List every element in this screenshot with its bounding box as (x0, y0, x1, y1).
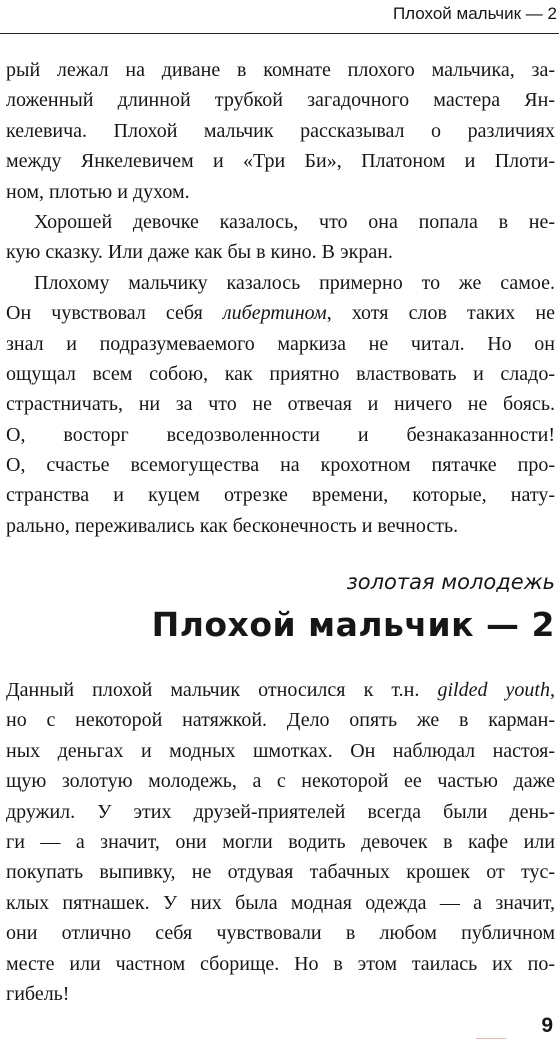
text-line: ложенный длинной трубкой загадочного мастера Ян- (6, 89, 555, 112)
italic-term: либертином (222, 302, 327, 325)
text-run: Данный плохой мальчик относился к т.н. (6, 679, 438, 701)
text-line: кую сказку. Или даже как бы в кино. В экран. (6, 241, 393, 264)
running-header: Плохой мальчик — 2 (392, 4, 557, 23)
text-line: рый лежал на диване в комнате плохого мальчика, за- (6, 59, 555, 81)
text-line: дружил. У этих друзей-приятелей всегда были день- (6, 800, 555, 823)
text-line: Хорошей девочке казалось, что она попала в не- (34, 210, 555, 233)
text-line: О, восторг вседозволенности и безнаказанности! (6, 423, 555, 446)
text-line: странства и куцем отрезке времени, которые, нату- (6, 484, 555, 507)
text-line: ощущал всем собою, как приятно властвовать и сладо- (6, 362, 555, 385)
text-line: они отлично себя чувствовали в любом публичном (6, 922, 555, 945)
body-text-bottom (6, 675, 555, 1009)
text-line: но с некоторой натяжкой. Дело опять же в карман- (6, 709, 555, 732)
text-line: клых пятнашек. У них была модная одежда — а значит, (6, 891, 555, 914)
text-line (6, 675, 555, 705)
page-number: 9 (541, 1014, 553, 1037)
text-line: Плохому мальчику казалось примерно то же самое. (34, 271, 555, 294)
text-line: месте или частном сборище. Но в этом таилась их по- (6, 952, 555, 975)
text-line (6, 298, 555, 328)
text-run: , (550, 679, 555, 701)
text-line: между Янкелевичем и «Три Би», Платоном и Плоти- (6, 150, 555, 173)
edge-mark (476, 1038, 506, 1039)
text-line: рально, переживались как бесконечность и вечность. (6, 514, 459, 537)
text-run: , хотя слов таких не (326, 302, 555, 325)
text-line: покупать выпивку, не отдувая табачных крошек от тус- (6, 861, 555, 884)
text-run: Он чувствовал себя (6, 302, 223, 325)
italic-term: gilded youth (437, 679, 550, 701)
text-line: ги — а значит, они могли водить девочек в кафе или (6, 830, 555, 853)
text-line: келевича. Плохой мальчик рассказывал о различиях (6, 119, 555, 142)
text-line: О, счастье всемогущества на крохотном пятачке про- (6, 454, 555, 477)
text-line: щую золотую молодежь, а с некоторой ее частью даже (6, 770, 555, 793)
text-line: знал и подразумеваемого маркиза не читал. Но он (6, 332, 555, 355)
text-line: ных деньгах и модных шмотках. Он наблюдал настоя- (6, 739, 555, 762)
text-line: гибель! (6, 982, 70, 1005)
section-title: Плохой мальчик — 2 (151, 605, 555, 644)
section-kicker: золотая молодежь (346, 570, 555, 594)
text-line: ном, плотью и духом. (6, 180, 190, 203)
body-text-top (6, 55, 555, 541)
text-line: страстничать, ни за что не отвечая и ничего не боясь. (6, 393, 555, 416)
header-rule (0, 33, 559, 34)
